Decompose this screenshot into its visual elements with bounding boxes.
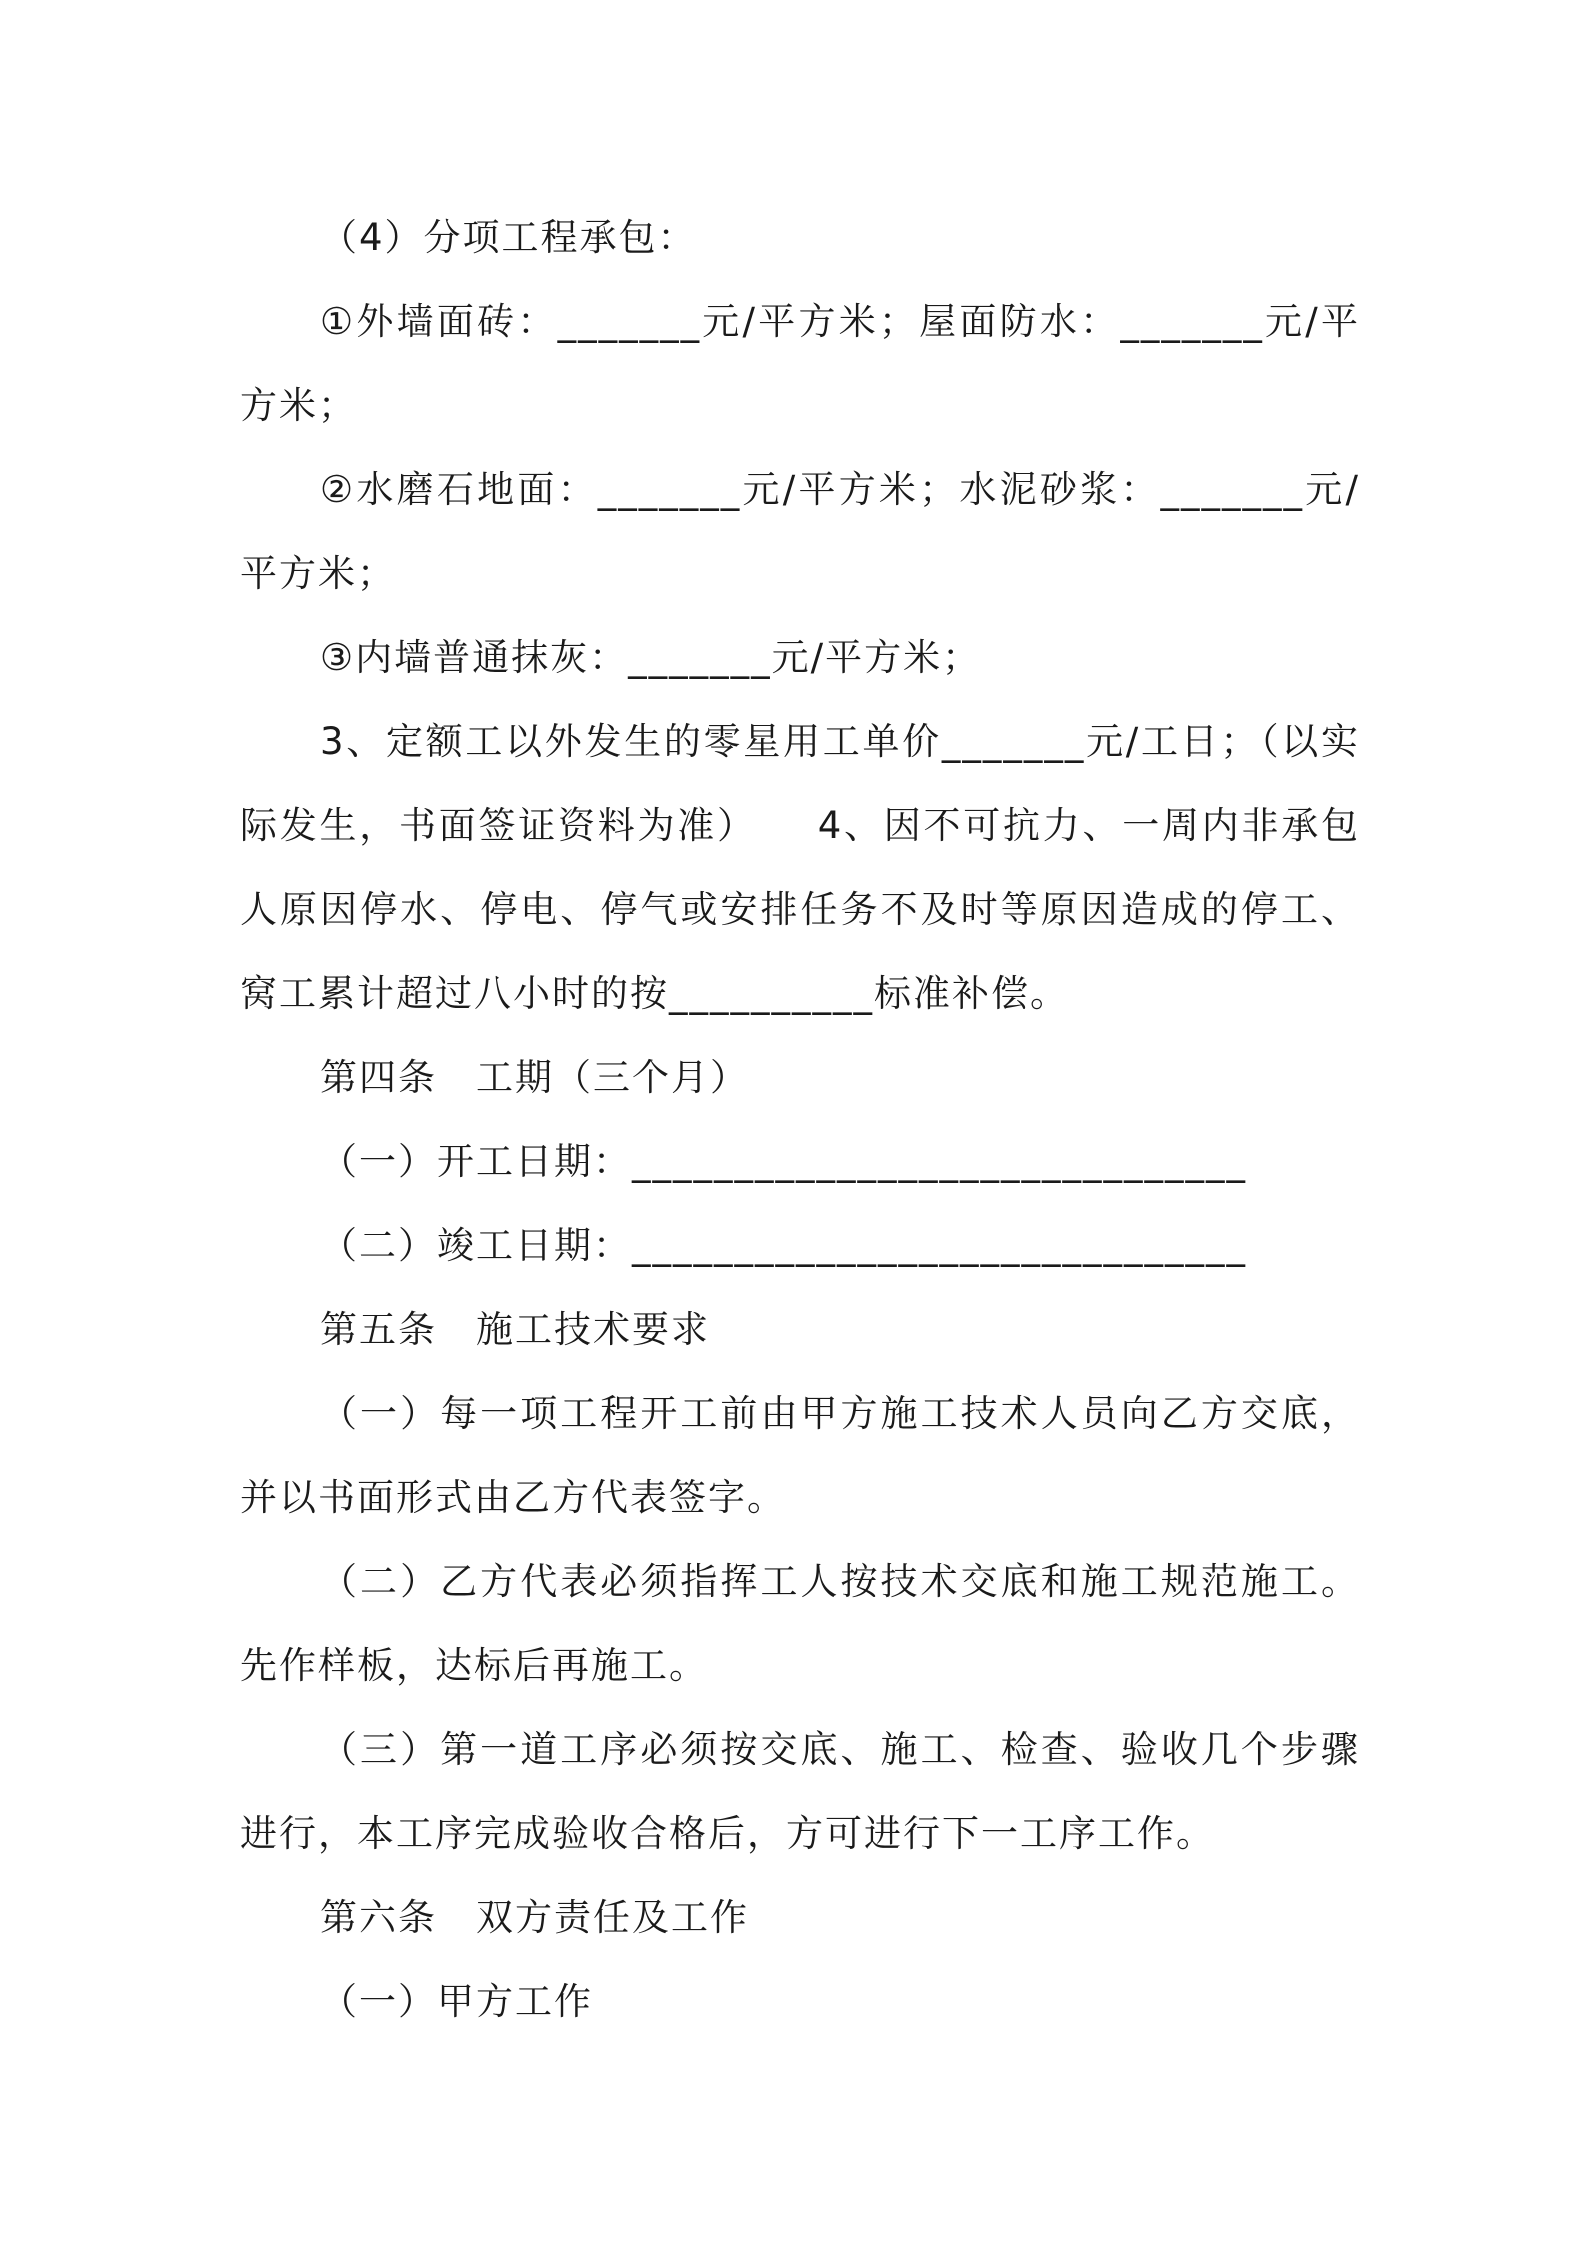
subitem-heading-4: （4）分项工程承包： bbox=[320, 216, 697, 259]
technical-requirement-2: （二）乙方代表必须指挥工人按技术交底和施工规范施工。先作样板，达标后再施工。 bbox=[240, 1560, 1360, 1687]
start-date-line: （一）开工日期：______________________________ bbox=[320, 1140, 1247, 1183]
price-item-1: ①外墙面砖：_______元/平方米；屋面防水：_______元/平方米； bbox=[240, 300, 1360, 427]
article-6-heading: 第六条 双方责任及工作 bbox=[320, 1896, 749, 1939]
completion-date-line: （二）竣工日期：______________________________ bbox=[320, 1224, 1247, 1267]
price-item-2: ②水磨石地面：_______元/平方米；水泥砂浆：_______元/平方米； bbox=[240, 468, 1360, 595]
price-item-3: ③内墙普通抹灰：_______元/平方米； bbox=[320, 636, 982, 679]
article-4-heading: 第四条 工期（三个月） bbox=[320, 1056, 749, 1099]
technical-requirement-1: （一）每一项工程开工前由甲方施工技术人员向乙方交底，并以书面形式由乙方代表签字。 bbox=[240, 1392, 1360, 1519]
article-5-heading: 第五条 施工技术要求 bbox=[320, 1308, 710, 1351]
party-a-work-heading: （一）甲方工作 bbox=[320, 1980, 593, 2023]
clause-3-4: 3、定额工以外发生的零星用工单价_______元/工日；（以实际发生，书面签证资料为准） 4、因不可抗力、一周内非承包人原因停水、停电、停气或安排任务不及时等原因造成的停工、窝工累计超过八小时的按__________标准补偿。 bbox=[240, 720, 1360, 1015]
technical-requirement-3: （三）第一道工序必须按交底、施工、检查、验收几个步骤进行，本工序完成验收合格后，方可进行下一工序工作。 bbox=[240, 1728, 1360, 1855]
document-body bbox=[240, 196, 1360, 2044]
